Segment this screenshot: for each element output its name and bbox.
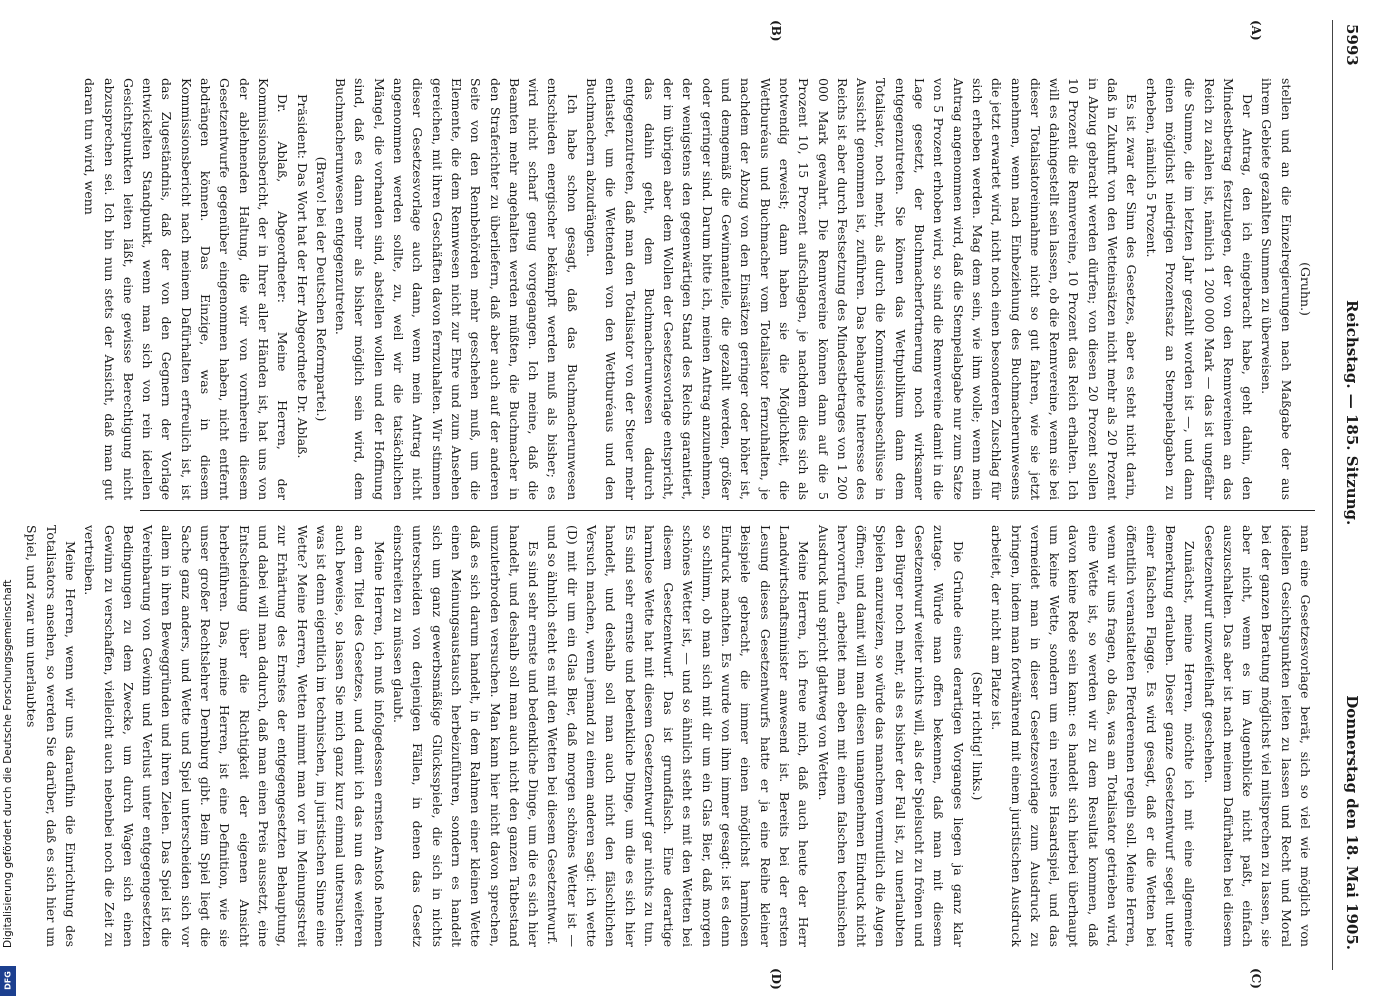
paragraph: Meine Herren, wenn wir uns daraufhin die Einrichtung des Totalisators ansehen, so werden Sie darüber, daß es sich hier um Spiel, und zwar um unerlaubtes (24, 525, 78, 947)
paragraph: Es ist zwar der Sinn des Gesetzes, aber es steht nicht darin, daß in Zukunft von den Wetteinsätzen nicht mehr als 20 Prozent in Abzug gebracht werden dürfen; von diesen 20 Prozent sollen 10 Prozent die Rennvereine, 10 Prozent das Reich erhalten. Ich will es dahingestellt sein lassen, ob die Rennvereine, wenn sie bei dieser Totalisatoreinnahme nicht so gut fahren, wie sie jetzt annehmen, wenn nach Einbeziehung des Buchmacherunwesens die jetzt erwartet wird, nicht noch einen besonderen Zuschlag für sich erheben werden. Mag dem sein, wie ihm wolle; wenn mein Antrag angenommen wird, daß die Stempelabgabe nur zum Satze von 5 Prozent erhoben wird, so sind die Rennvereine damit in die Lage gesetzt, der Buchmacherfortnerung noch wirksamer entgegenzutreten. Sie können das Wettpublikum dann dem Totalisator, noch mehr, als durch die Kommissionsbeschlüsse in Aussicht genommen ist, zuführen. Das behauptete Interesse des Reichs ist aber durch Festsetzung des Mindestbetrages von 1 200 000 Mark gewahrt. Die Rennvereine können dann auf die 5 Prozent 10, 15 Prozent aufschlagen, je nachdem dies sich als notwendig erweist; dann haben sie die Möglichkeit, die Wettburéaus und Buchmacher vom Totalisator fernzuhalten, je nachdem der Abzug von den Einsätzen geringer oder höher ist, und demgemäß die Gewinnanteile, die gezahlt werden, größer oder geringer sind. Darum bitte ich, meinen Antrag anzunehmen, der wenigstens den gegenwärtigen Stand des Reichs garantiert, der im übrigen aber dem Wollen der Gesetzesvorlage entspricht, das dahin geht, dem Buchmacherunwesen dadurch entgegenzutreten, daß man den Totalisator von der Steuer mehr entlastet, um die Wettenden von den Wettburéaus und den Buchmachern abzudrängen. (584, 78, 1140, 500)
margin-mark-d: (D) (769, 968, 783, 990)
header-rule (1332, 20, 1333, 970)
paragraph: Zunächst, meine Herren, möchte ich mit eine allgemeine Bemerkung erlauben. Dieser ganze Gesetzentwurf segelt unter einer falschen Flagge. Es wird gesagt, daß er die Wetten bei öffentlich veranstalteten Pferderennen regeln soll. Meine Herren, wenn wir uns fragen, ob das, was am Totalisator getrieben wird, eine Wette ist, so werden wir zu dem Resultat kommen, daß davon keine Rede sein kann: es handelt sich hierbei überhaupt um keine Wette, sondern um ein reines Hasardspiel, und das vermeidet man in dieser Gesetzesvorlage zum Ausdruck zu bringen, indem man fortwährend mit einem juristischen Ausdruck arbeitet, der nicht am Platze ist. (989, 525, 1198, 947)
column-divider (140, 510, 1315, 511)
right-column (24, 525, 1315, 947)
margin-mark-b: (B) (769, 20, 783, 42)
paragraph: Meine Herren, ich freue mich, daß auch heute der Herr Landwirtschaftsminister anwesend ist. Bereits bei der ersten Lesung dieses Gesetzentwurfs hatte er ja eine Reihe kleiner Beispiele gebracht, die immer einen möglichst harmlosen Eindruck machten. Es wurde von ihm immer gesagt: ist es denn so schlimm, ob man sich mit dir um ein Glas Bier, daß morgen schönes Wetter ist, — und so ähnlich steht es mit den Wetten bei diesem Gesetzentwurf. Das ist grundfalsch. Eine derartige harmlose Wette hat mit diesem Gesetzentwurf gar nichts zu tun. Es sind sehr ernste und bedenkliche Dinge, um die es sich hier handelt, und deshalb soll man auch nicht den fälschlichen Versuch machen, wenn jemand zu einem anderen sagt: ich wette (D) mit dir um ein Glas Bier, daß morgen schönes Wetter ist — und so ähnlich steht es mit den Wetten bei diesem Gesetzentwurf. (545, 525, 812, 947)
interjection: (Sehr richtig! links.) (969, 671, 985, 801)
paragraph: stellen und an die Einzelregierungen nach Maßgabe der aus ihrem Gebiete gezahlten Summen zu überweisen. (1259, 78, 1294, 500)
paragraph: Der Antrag, den ich eingebracht habe, geht dahin, den Mindestbetrag festzulegen, der von den Rennvereinen an das Reich zu zahlen ist, nämlich 1 200 000 Mark — das ist ungefähr die Summe, die im letzten Jahr gezahlt worden ist —, und dann einen möglichst niedrigen Prozentsatz an Stempelabgaben zu erheben, nämlich 5 Prozent. (1143, 78, 1256, 500)
running-header: Reichstag. — 185. Sitzung. (1343, 300, 1361, 526)
interjection: (Bravo! bei der Deutschen Reformpartei.) (313, 156, 329, 422)
paragraph: Präsident: Das Wort hat der Herr Abgeordnete Dr. Ablaß. (294, 94, 310, 459)
speaker-tag: (Gruhn.) (1298, 262, 1313, 316)
paragraph: Es sind sehr ernste und bedenkliche Dinge, um die es sich hier handelt, und deshalb soll man auch nicht den ganzen Tatbestand umzuterbroden versuchen. Man kann hier nicht davon sprechen, daß es sich darum handelt, in dem Rahmen einer kleinen Wette einen Meinungsaustausch herbeizuführen, sondern es handelt sich um ganz gewerbsmäßige Glücksspiele, die sich in nichts unterscheiden von denjenigen Fällen, in denen das Gesetz einschreiten zu müssen glaubt. (391, 525, 542, 947)
dfg-logo (0, 966, 16, 996)
dfg-logo-text: DFG (3, 971, 13, 990)
paragraph: Die Gründe eines derartigen Vorganges liegen ja ganz klar zutage. Würde man offen bekennen, daß man mit diesem Gesetzentwurf weiter nichts will, als der Spielsucht zu frönen und den Bürger noch mehr, als es bisher der Fall ist, zu unerlaubten Spielen anzureizen, so würde das manchem vermutlich die Augen öffnen; und damit will man diesen unangenehmen Eindruck nicht hervorrufen, arbeitet man eben mit einem falschen technischen Ausdruck und spricht glattweg von Wetten. (815, 525, 966, 947)
paragraph: Meine Herren, ich muß infolgedessen ernsten Anstoß nehmen an dem Titel des Gesetzes, und damit ich das nun des weiteren auch beweise, so lassen Sie mich ganz kurz einmal untersuchen: was ist denn eigentlich im technischen, im juristischen Sinne eine Wette? Meine Herren, Wetten nimmt man vor im Meinungsstreit zur Erhärtung des Ernstes der entgegengesetzten Behauptung, und dabei will man dadurch, daß man einen Preis aussetzt, eine Entscheidung über die Richtigkeit der eigenen Ansicht herbeiführen. Das, meine Herren, ist eine Definition, wie sie unser großer Rechtslehrer Dernburg gibt. Beim Spiel liegt die Sache ganz anders, und Wette und Spiel unterscheiden sich vor allem in ihren Beweggründen und ihren Zielen. Das Spiel ist die Vereinbarung von Gewinn und Verlust unter entgegengesetzten Bedingungen zu dem Zwecke, um durch Wagen sich einen Gewinn zu verschaffen, vielleicht auch nebenbei noch die Zeit zu vertreiben. (82, 525, 387, 947)
margin-mark-c: (C) (1249, 968, 1263, 989)
digitization-credit: Digitalisierung gefördert durch die Deutsche Forschungsgemeinschaft (2, 579, 14, 948)
paragraph: Dr. Ablaß, Abgeordneter: Meine Herren, der Kommissionsbericht, der in Ihrer aller Händen ist, hat uns von der ablehnenden Haltung, die wir von vornherein diesem Gesetzentwurfe gegenüber eingenommen haben, nicht entfernt abdrängen können. Das Einzige, was in diesem Kommissionsbericht nach meinem Dafürhalten erfreulich ist, ist das Zugeständnis, daß der von den Gegnern der Vorlage entwickelten Standpunkt, wenn man sich von rein ideellen Gesichtspunkten leiten läßt, eine gewisse Berechtigung nicht abzusprechen sei. Ich bin nun stets der Ansicht, daß man gut daran tun wird, wenn (82, 78, 291, 500)
page-number: 5993 (1343, 24, 1361, 66)
left-column (82, 78, 1315, 500)
header-date: Donnerstag den 18. Mai 1905. (1343, 695, 1361, 950)
margin-mark-a: (A) (1249, 20, 1263, 41)
paragraph: man eine Gesetzesvorlage berät, sich so viel wie möglich von ideellen Gesichtspunkten leiten zu lassen und Recht und Moral bei der ganzen Beratung möglichst viel mitsprechen zu lassen, sie aber nicht, wenn es im Augenblicke nicht paßt, einfach auszuschalten. Das aber ist nach meinem Dafürhalten bei diesem Gesetzentwurf unzweifelhaft geschehen. (1201, 525, 1313, 947)
paragraph: Ich habe schon gesagt, daß das Buchmacherunwesen entschieden energischer bekämpft werden muß als bisher; es wird nicht scharf genug vorgegangen. Ich meine, daß die Beamten mehr angehalten werden müßten, die Buchmacher in den Straferichter zu überliefern, daß aber auch auf der anderen Seite von den Rennbehörden mehr geschehen muß, um die Elemente, die dem Rennwesen nicht zur Ehre und zum Ansehen gereichen, mit ihren Geschäften davon fernzuhalten. Wir stimmen dieser Gesetzesvorlage auch dann, wenn mein Antrag nicht angenommen werden sollte, zu, weil wir die tatsächlichen Mängel, die vorhanden sind, abstellen wollen und der Hoffnung sind, daß es dann mehr als bisher möglich sein wird, dem Buchmacherunwesen entgegenzutreten. (333, 78, 580, 500)
